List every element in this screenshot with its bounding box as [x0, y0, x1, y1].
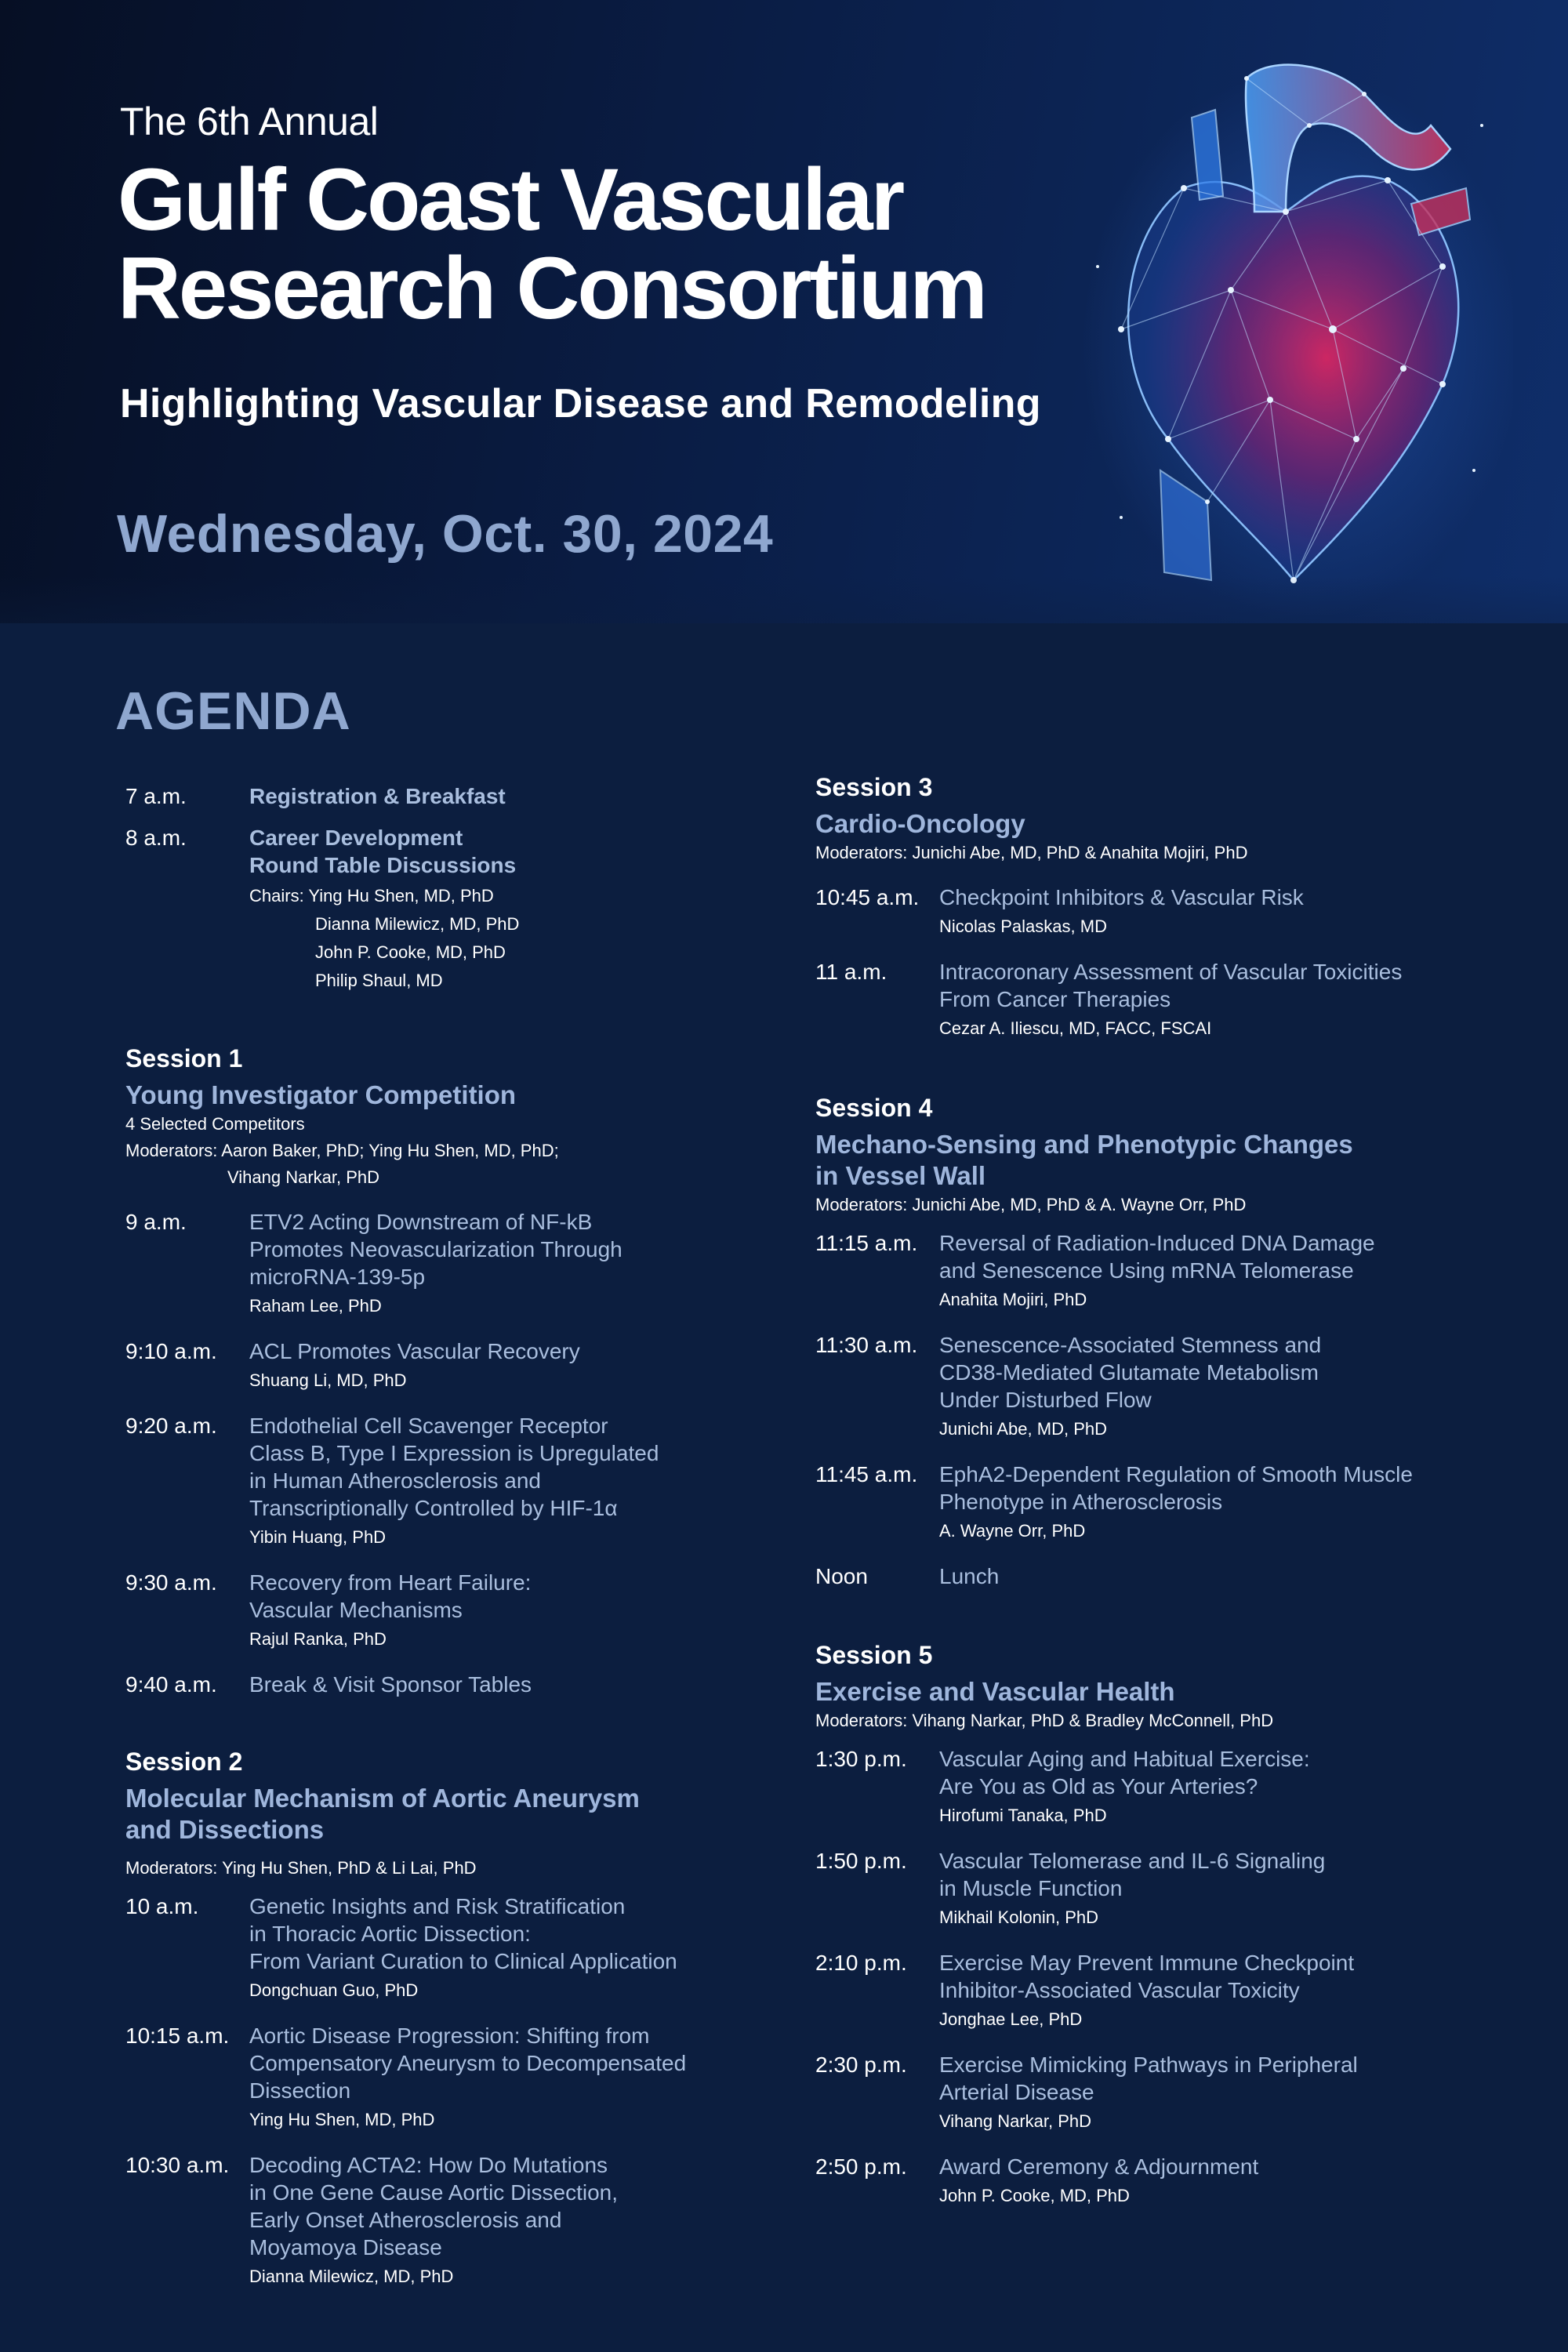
- session-4: [815, 1091, 1443, 1590]
- agenda-item: [815, 2051, 1443, 2136]
- item-time: 7 a.m.: [125, 784, 187, 808]
- agenda-item: [125, 1893, 753, 2005]
- session-moderators: Moderators: Ying Hu Shen, PhD & Li Lai, PhD: [125, 1858, 477, 1878]
- item-speaker: Dianna Milewicz, MD, PhD: [249, 2267, 454, 2286]
- session-2: [125, 1745, 753, 2291]
- session-title: Molecular Mechanism of Aortic Aneurysm and Dissections: [125, 1784, 640, 1844]
- event-title-line1: Gulf Coast Vascular: [118, 151, 903, 249]
- item-speaker: A. Wayne Orr, PhD: [939, 1521, 1086, 1541]
- agenda-item: [815, 1745, 1443, 1830]
- agenda-item: [125, 1569, 753, 1653]
- item-speaker: Jonghae Lee, PhD: [939, 2009, 1083, 2029]
- item-time: 2:50 p.m.: [815, 2154, 907, 2179]
- moderators-line: Vihang Narkar, PhD: [227, 1167, 380, 1187]
- item-time: 1:30 p.m.: [815, 1747, 907, 1771]
- session-title: Young Investigator Competition: [125, 1080, 517, 1109]
- agenda-left-column: [125, 782, 753, 2291]
- agenda-item: [815, 1461, 1443, 1545]
- agenda-item: [815, 1229, 1443, 1314]
- session-5: [815, 1639, 1443, 2210]
- agenda-item: [125, 1412, 753, 1552]
- item-speaker: Rajul Ranka, PhD: [249, 1629, 387, 1649]
- item-title: Vascular Telomerase and IL-6 Signaling in Muscle Function: [939, 1849, 1326, 1900]
- event-title: [118, 151, 985, 337]
- agenda-item: [125, 1338, 753, 1395]
- item-time: Noon: [815, 1564, 868, 1588]
- agenda-item: [815, 884, 1443, 941]
- event-date: Wednesday, Oct. 30, 2024: [117, 504, 774, 564]
- session-label: Session 3: [815, 773, 933, 801]
- item-time: 11:30 a.m.: [815, 1333, 918, 1357]
- item-speaker: Dongchuan Guo, PhD: [249, 1980, 419, 2000]
- session-title: Cardio-Oncology: [815, 809, 1025, 838]
- moderators-line: Moderators: Aaron Baker, PhD; Ying Hu Shen, MD, PhD;: [125, 1141, 559, 1160]
- agenda-right-column: [815, 771, 1443, 2210]
- item-time: 9:30 a.m.: [125, 1570, 217, 1595]
- pre-title: The 6th Annual: [120, 100, 379, 143]
- item-title: ETV2 Acting Downstream of NF-kB Promotes Neovascularization Through microRNA-139-5p: [249, 1210, 622, 1289]
- item-title: Senescence-Associated Stemness and CD38-Mediated Glutamate Metabolism Under Disturbed Flow: [939, 1333, 1322, 1412]
- session-1: [125, 1042, 753, 1698]
- item-speaker: John P. Cooke, MD, PhD: [939, 2186, 1130, 2205]
- item-speaker: Yibin Huang, PhD: [249, 1527, 387, 1547]
- item-time: 8 a.m.: [125, 826, 187, 850]
- item-time: 11:15 a.m.: [815, 1231, 918, 1255]
- item-title: Aortic Disease Progression: Shifting from Compensatory Aneurysm to Decompensated Dissection: [249, 2024, 687, 2103]
- item-title: Lunch: [939, 1564, 1000, 1588]
- item-speaker: Shuang Li, MD, PhD: [249, 1370, 407, 1390]
- session-moderators: Moderators: Junichi Abe, MD, PhD & Anahita Mojiri, PhD: [815, 843, 1248, 862]
- item-speaker: Raham Lee, PhD: [249, 1296, 382, 1316]
- agenda-item: [815, 1847, 1443, 1932]
- chairs-list: [249, 882, 753, 995]
- item-title: EphA2-Dependent Regulation of Smooth Muscle Phenotype in Atherosclerosis: [939, 1462, 1413, 1514]
- item-speaker: Nicolas Palaskas, MD: [939, 916, 1107, 936]
- session-3: [815, 771, 1443, 1043]
- item-time: 10:45 a.m.: [815, 885, 920, 909]
- event-subtitle: Highlighting Vascular Disease and Remodeling: [120, 381, 1041, 426]
- item-time: 10:15 a.m.: [125, 2024, 230, 2048]
- agenda-item: [125, 2151, 753, 2291]
- item-title: Award Ceremony & Adjournment: [939, 2154, 1259, 2179]
- item-speaker: Junichi Abe, MD, PhD: [939, 1419, 1107, 1439]
- item-title: Registration & Breakfast: [249, 784, 506, 808]
- item-title: Genetic Insights and Risk Stratification in Thoracic Aortic Dissection: From Variant Curation to Clinical Application: [249, 1894, 677, 1973]
- agenda-item: [815, 1331, 1443, 1443]
- agenda-item: [125, 2022, 753, 2134]
- item-title: Reversal of Radiation-Induced DNA Damage and Senescence Using mRNA Telomerase: [939, 1231, 1375, 1283]
- item-speaker: Hirofumi Tanaka, PhD: [939, 1806, 1107, 1825]
- item-title: Endothelial Cell Scavenger Receptor Class B, Type I Expression is Upregulated in Human Atherosclerosis and Transcriptionally Controlled by HIF-1α: [249, 1414, 659, 1520]
- item-time: 10 a.m.: [125, 1894, 199, 1918]
- item-time: 9:10 a.m.: [125, 1339, 217, 1363]
- item-speaker: Cezar A. Iliescu, MD, FACC, FSCAI: [939, 1018, 1212, 1038]
- item-title: Checkpoint Inhibitors & Vascular Risk: [939, 885, 1304, 909]
- item-title: Exercise May Prevent Immune Checkpoint Inhibitor-Associated Vascular Toxicity: [939, 1951, 1355, 2002]
- session-note: 4 Selected Competitors: [125, 1114, 305, 1134]
- item-time: 1:50 p.m.: [815, 1849, 907, 1873]
- item-title: Vascular Aging and Habitual Exercise: Are You as Old as Your Arteries?: [939, 1747, 1310, 1798]
- session-label: Session 2: [125, 1748, 243, 1776]
- item-time: 9:20 a.m.: [125, 1414, 217, 1438]
- session-title: Mechano-Sensing and Phenotypic Changes in Vessel Wall: [815, 1130, 1353, 1190]
- agenda-item: [125, 1208, 753, 1320]
- session-moderators: [125, 1138, 753, 1191]
- chair: Philip Shaul, MD: [315, 971, 443, 990]
- agenda-item: [125, 824, 753, 995]
- session-moderators: Moderators: Vihang Narkar, PhD & Bradley McConnell, PhD: [815, 1711, 1274, 1730]
- item-time: 9:40 a.m.: [125, 1672, 217, 1697]
- item-time: 11 a.m.: [815, 960, 887, 984]
- agenda-item: [815, 2153, 1443, 2210]
- item-title: Intracoronary Assessment of Vascular Toxicities From Cancer Therapies: [939, 960, 1403, 1011]
- header-banner: [0, 0, 1568, 623]
- item-time: 2:30 p.m.: [815, 2053, 907, 2077]
- item-title: Exercise Mimicking Pathways in Peripheral Arterial Disease: [939, 2053, 1358, 2104]
- session-moderators: Moderators: Junichi Abe, MD, PhD & A. Wayne Orr, PhD: [815, 1195, 1247, 1214]
- chair: Dianna Milewicz, MD, PhD: [315, 914, 520, 934]
- item-time: 11:45 a.m.: [815, 1462, 918, 1486]
- item-speaker: Mikhail Kolonin, PhD: [939, 1907, 1098, 1927]
- polygonal-heart-illustration: [1074, 31, 1513, 615]
- item-title: Career Development Round Table Discussions: [249, 826, 517, 877]
- agenda-item: [125, 1671, 753, 1698]
- chair: John P. Cooke, MD, PhD: [315, 942, 506, 962]
- item-speaker: Vihang Narkar, PhD: [939, 2111, 1092, 2131]
- session-title: Exercise and Vascular Health: [815, 1677, 1175, 1706]
- item-time: 10:30 a.m.: [125, 2153, 230, 2177]
- session-label: Session 1: [125, 1044, 243, 1073]
- item-time: 2:10 p.m.: [815, 1951, 907, 1975]
- agenda-item: [815, 1949, 1443, 2034]
- item-title: ACL Promotes Vascular Recovery: [249, 1339, 580, 1363]
- agenda-item: [815, 1563, 1443, 1590]
- item-title: Recovery from Heart Failure: Vascular Mechanisms: [249, 1570, 532, 1622]
- item-time: 9 a.m.: [125, 1210, 187, 1234]
- agenda-item: [815, 958, 1443, 1043]
- item-title: Break & Visit Sponsor Tables: [249, 1672, 532, 1697]
- agenda-heading: AGENDA: [115, 681, 351, 741]
- item-speaker: Ying Hu Shen, MD, PhD: [249, 2110, 435, 2129]
- session-label: Session 4: [815, 1094, 933, 1122]
- event-title-line2: Research Consortium: [118, 239, 985, 337]
- item-title: Decoding ACTA2: How Do Mutations in One Gene Cause Aortic Dissection, Early Onset Atherosclerosis and Moyamoya Disease: [249, 2153, 619, 2259]
- agenda-item: [125, 782, 753, 810]
- chair: Chairs: Ying Hu Shen, MD, PhD: [249, 886, 494, 906]
- session-label: Session 5: [815, 1641, 933, 1669]
- item-speaker: Anahita Mojiri, PhD: [939, 1290, 1087, 1309]
